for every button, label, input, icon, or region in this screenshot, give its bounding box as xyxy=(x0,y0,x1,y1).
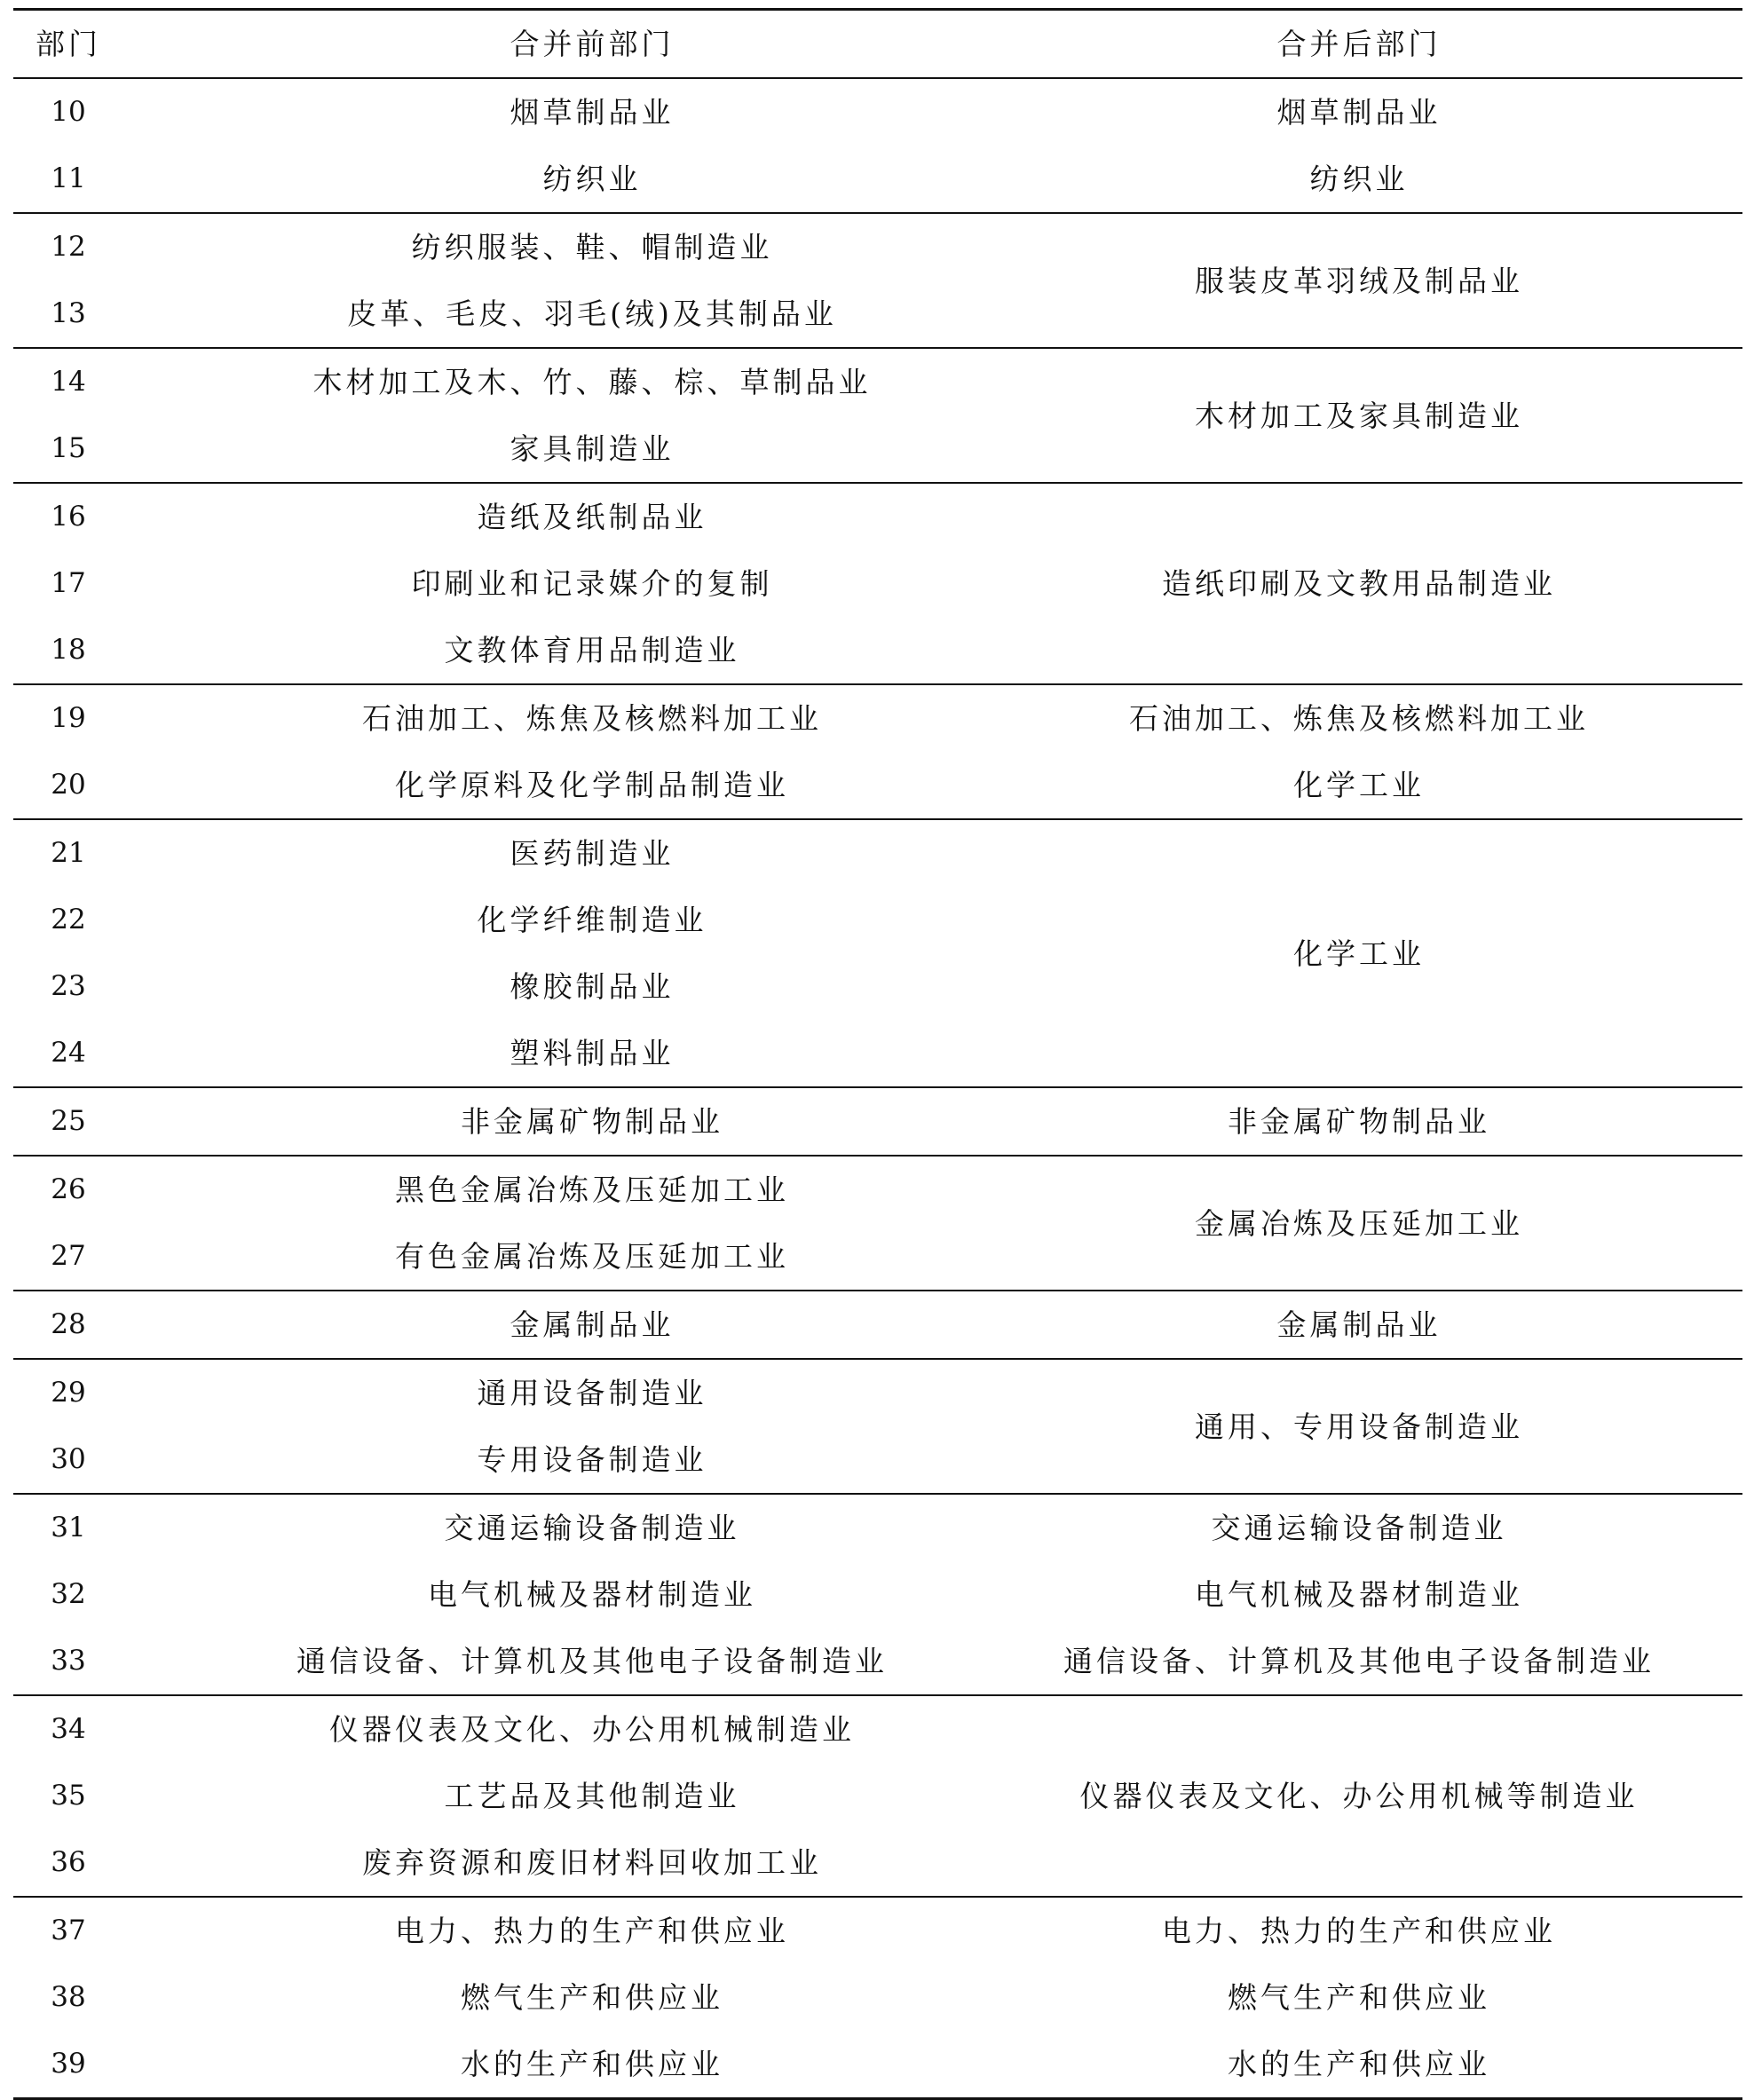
before-merge-cell: 皮革、毛皮、羽毛(绒)及其制品业 xyxy=(347,296,837,331)
table-row xyxy=(13,1561,1742,1628)
after-merge-cell: 造纸印刷及文教用品制造业 xyxy=(1162,566,1556,601)
table-row xyxy=(13,146,1742,213)
table-row xyxy=(13,684,1742,752)
table-row xyxy=(13,819,1742,887)
sector-code-cell: 29 xyxy=(51,1377,86,1409)
sector-code-cell: 31 xyxy=(51,1512,86,1543)
before-merge-cell: 纺织服装、鞋、帽制造业 xyxy=(411,230,773,264)
sector-code-cell: 19 xyxy=(51,702,86,734)
before-merge-cell: 黑色金属冶炼及压延加工业 xyxy=(395,1172,789,1207)
sector-code-cell: 39 xyxy=(51,2048,86,2080)
sector-code-cell: 13 xyxy=(51,297,86,329)
table-row xyxy=(13,1156,1742,1223)
table-row xyxy=(13,752,1742,819)
sector-code-cell: 14 xyxy=(51,366,86,398)
sector-code-cell: 24 xyxy=(51,1037,86,1069)
before-merge-cell: 化学纤维制造业 xyxy=(477,903,707,937)
after-merge-cell: 石油加工、炼焦及核燃料加工业 xyxy=(1129,701,1589,736)
after-merge-cell: 交通运输设备制造业 xyxy=(1211,1511,1507,1545)
sector-code-cell: 22 xyxy=(51,904,86,936)
before-merge-cell: 水的生产和供应业 xyxy=(461,2047,723,2081)
sector-code-cell: 25 xyxy=(51,1105,86,1137)
sector-code-cell: 26 xyxy=(51,1173,86,1205)
sector-code-cell: 16 xyxy=(51,501,86,533)
before-merge-cell: 非金属矿物制品业 xyxy=(461,1104,723,1139)
after-merge-cell: 通用、专用设备制造业 xyxy=(1195,1409,1523,1444)
sector-code-cell: 38 xyxy=(51,1981,86,2013)
after-merge-cell: 非金属矿物制品业 xyxy=(1228,1104,1490,1139)
after-merge-cell: 烟草制品业 xyxy=(1276,95,1442,130)
table-row xyxy=(13,1494,1742,1561)
table-row xyxy=(13,348,1742,415)
before-merge-cell: 交通运输设备制造业 xyxy=(444,1511,740,1545)
header-before-merge: 合并前部门 xyxy=(510,27,675,61)
after-merge-cell: 电气机械及器材制造业 xyxy=(1195,1577,1523,1612)
after-merge-cell: 金属冶炼及压延加工业 xyxy=(1195,1205,1523,1241)
before-merge-cell: 电气机械及器材制造业 xyxy=(428,1577,756,1612)
before-merge-cell: 医药制造业 xyxy=(510,836,675,871)
table-row xyxy=(13,483,1742,550)
table-row xyxy=(13,1964,1742,2031)
table-row xyxy=(13,2031,1742,2099)
before-merge-cell: 通用设备制造业 xyxy=(477,1376,707,1410)
after-merge-cell: 通信设备、计算机及其他电子设备制造业 xyxy=(1063,1644,1655,1678)
after-merge-cell: 化学工业 xyxy=(1293,768,1425,802)
before-merge-cell: 工艺品及其他制造业 xyxy=(444,1779,740,1813)
sector-code-cell: 10 xyxy=(51,96,86,128)
before-merge-cell: 塑料制品业 xyxy=(510,1036,675,1070)
after-merge-cell: 木材加工及家具制造业 xyxy=(1195,398,1523,433)
before-merge-cell: 文教体育用品制造业 xyxy=(444,633,740,667)
table-row xyxy=(13,1628,1742,1695)
table-row xyxy=(13,1359,1742,1426)
before-merge-cell: 木材加工及木、竹、藤、棕、草制品业 xyxy=(312,365,872,399)
before-merge-cell: 石油加工、炼焦及核燃料加工业 xyxy=(362,701,822,736)
before-merge-cell: 燃气生产和供应业 xyxy=(461,1980,723,2015)
sector-code-cell: 27 xyxy=(51,1240,86,1272)
after-merge-cell: 仪器仪表及文化、办公用机械等制造业 xyxy=(1079,1779,1639,1813)
sector-code-cell: 21 xyxy=(51,837,86,869)
table-body xyxy=(13,78,1742,2099)
before-merge-cell: 金属制品业 xyxy=(510,1307,675,1342)
table-row xyxy=(13,1897,1742,1964)
before-merge-cell: 专用设备制造业 xyxy=(477,1442,707,1477)
before-merge-cell: 仪器仪表及文化、办公用机械制造业 xyxy=(329,1712,855,1747)
sector-code-cell: 11 xyxy=(51,162,86,194)
table-row xyxy=(13,1087,1742,1156)
after-merge-cell: 服装皮革羽绒及制品业 xyxy=(1195,263,1523,298)
table-row xyxy=(13,213,1742,280)
before-merge-cell: 电力、热力的生产和供应业 xyxy=(395,1914,789,1948)
after-merge-cell: 水的生产和供应业 xyxy=(1228,2047,1490,2081)
before-merge-cell: 纺织业 xyxy=(542,162,642,196)
sector-code-cell: 35 xyxy=(51,1780,86,1812)
sector-code-cell: 30 xyxy=(51,1443,86,1475)
header-sector-code: 部门 xyxy=(36,27,101,61)
before-merge-cell: 化学原料及化学制品制造业 xyxy=(395,768,789,802)
before-merge-cell: 橡胶制品业 xyxy=(510,969,675,1004)
header-after-merge: 合并后部门 xyxy=(1276,27,1442,61)
sector-code-cell: 23 xyxy=(51,970,86,1002)
sector-code-cell: 28 xyxy=(51,1308,86,1340)
after-merge-cell: 纺织业 xyxy=(1309,162,1409,196)
table-row xyxy=(13,78,1742,146)
sector-code-cell: 33 xyxy=(51,1645,86,1677)
after-merge-cell: 燃气生产和供应业 xyxy=(1228,1980,1490,2015)
sector-code-cell: 15 xyxy=(51,432,86,464)
before-merge-cell: 通信设备、计算机及其他电子设备制造业 xyxy=(296,1644,888,1678)
sector-code-cell: 12 xyxy=(51,231,86,263)
sector-code-cell: 18 xyxy=(51,634,86,666)
sector-code-cell: 20 xyxy=(51,769,86,801)
before-merge-cell: 印刷业和记录媒介的复制 xyxy=(411,566,773,601)
after-merge-cell: 电力、热力的生产和供应业 xyxy=(1162,1914,1556,1948)
table-row xyxy=(13,1695,1742,1763)
after-merge-cell: 化学工业 xyxy=(1293,936,1425,971)
before-merge-cell: 有色金属冶炼及压延加工业 xyxy=(395,1239,789,1274)
sector-merge-table xyxy=(13,8,1742,2100)
table-row xyxy=(13,1291,1742,1359)
before-merge-cell: 废弃资源和废旧材料回收加工业 xyxy=(362,1845,822,1880)
before-merge-cell: 家具制造业 xyxy=(510,431,675,466)
sector-code-cell: 34 xyxy=(51,1713,86,1745)
table-header-row xyxy=(13,10,1742,79)
sector-code-cell: 32 xyxy=(51,1578,86,1610)
sector-code-cell: 36 xyxy=(51,1846,86,1878)
sector-code-cell: 17 xyxy=(51,567,86,599)
before-merge-cell: 造纸及纸制品业 xyxy=(477,500,707,534)
after-merge-cell: 金属制品业 xyxy=(1276,1307,1442,1342)
before-merge-cell: 烟草制品业 xyxy=(510,95,675,130)
sector-code-cell: 37 xyxy=(51,1914,86,1946)
